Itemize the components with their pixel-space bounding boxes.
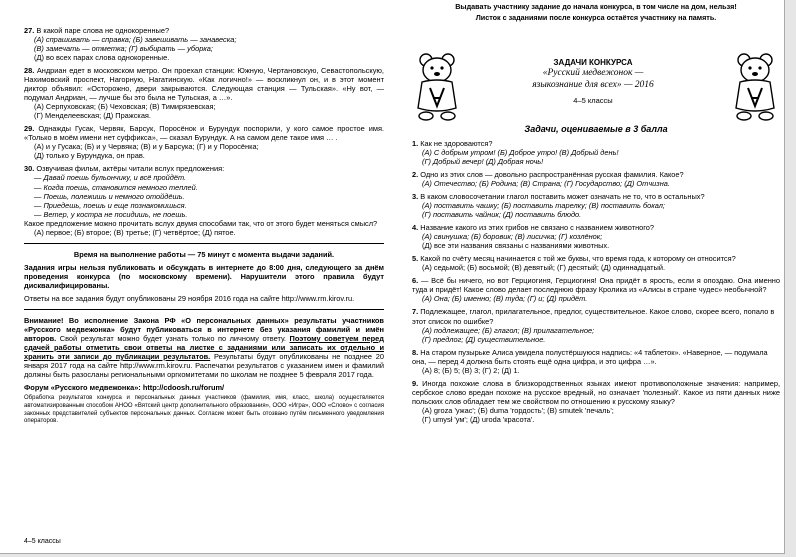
bear-logo-icon <box>412 48 462 122</box>
question-9 <box>412 379 780 424</box>
question-option: (Д) во всех парах слова однокоренные. <box>34 53 170 63</box>
attention-text: Во исполнение Закона РФ «О персональных данных» результаты участников «Русского медвежонка» будут публиковаться в интернете без указания фамилий и имён авторов. <box>24 315 384 343</box>
question-number: 5. <box>412 254 419 264</box>
question-text: В какой паре слова не однокоренные? <box>36 26 170 35</box>
right-column <box>412 0 780 424</box>
title-line: языкознание для всех» — 2016 <box>532 79 654 90</box>
question-option: (А) С добрым утром! (Б) Доброе утро! (В) Добрый день! <box>422 148 619 157</box>
question-option: (А) спрашивать — справка; (Б) завешивать — занавеска; <box>34 35 237 45</box>
time-note: Время на выполнение работы — 75 минут с момента выдачи заданий. <box>73 249 335 259</box>
results-note: Ответы на все задания будут опубликованы 29 ноября 2016 года на сайте http://www.rm.kirov.ru. <box>24 293 355 303</box>
question-2 <box>412 170 780 188</box>
question-28 <box>24 66 384 120</box>
question-option: (А) 8; (Б) 5; (В) 3; (Г) 2; (Д) 1. <box>422 365 520 375</box>
handout-note: Выдавать участнику задание до начала конкурса, в том числе на дом, нельзя! <box>455 2 737 11</box>
question-number: 3. <box>412 192 419 202</box>
quote-line: — Ветер, у костра не посидишь, не поешь. <box>34 209 188 219</box>
section-heading: Задачи, оцениваемые в 3 балла <box>524 124 668 134</box>
question-option: (В) замечать — отметка; (Г) выбирать — уборка; <box>34 44 213 54</box>
question-number: 2. <box>412 170 419 180</box>
question-option: (Д) только у Бурундука, он прав. <box>34 151 145 161</box>
question-option: (А) groza 'ужас'; (Б) duma 'гордость'; (В) smutek 'печаль'; <box>422 405 614 415</box>
question-option: (А) подлежащее; (Б) глагол; (В) прилагательное; <box>422 325 595 335</box>
question-option: (А) Серпуховская; (Б) Чеховская; (В) Тимирязевская; <box>34 102 216 112</box>
question-number: 7. <box>412 307 419 317</box>
question-text: В каком словосочетании глагол поставить может означать не то, что в остальных? <box>420 192 705 202</box>
attention-text: Поэтому советуем перед сдачей работы отметить свои ответы на листке с заданиями или записать их отдельно и хранить эти записи до публикации результатов. <box>24 333 384 361</box>
question-option: (А) и у Гусака; (Б) и у Червяка; (В) и у Барсука; (Г) и у Поросёнка; <box>34 142 259 152</box>
forum-link[interactable]: Форум «Русского медвежонка»: http://cdoosh.ru/forum/ <box>24 383 225 393</box>
question-option: (А) свинушка; (Б) боровик; (В) лисичка; (Г) козлёнок; <box>422 232 603 242</box>
quote-line: — Когда поешь, становится немного теплей. <box>34 182 198 192</box>
question-number: 29. <box>24 124 35 134</box>
question-number: 28. <box>24 66 35 76</box>
divider <box>24 243 384 244</box>
question-text: Какой по счёту месяц начинается с той же буквы, что время года, к которому он относится? <box>420 254 736 264</box>
question-text: На старом пузырьке Алиса увидела полустёршуюся надпись: «4 таблеток». «Наверное, — подумала она, — перед 4 должна быть стоять ещё одна цифра, и это цифра …». <box>412 347 768 366</box>
question-1 <box>412 139 780 166</box>
left-column <box>24 0 384 426</box>
keep-note: Листок с заданиями после конкурса остаётся участнику на память. <box>475 13 717 22</box>
attention-text: Результаты будут опубликованы не позднее 20 января 2017 года на сайте http://www.rm.kirov.ru. Распечатки результатов с указанием имен и фамилий должны быть разосланы региональными оргкомитетами по школам не позднее 5 февраля 2017 года. <box>24 351 384 380</box>
question-option: (Г) umysł 'ум'; (Д) uroda 'красота'. <box>422 414 535 424</box>
question-option: (А) первое; (Б) второе; (В) третье; (Г) четвёртое; (Д) пятое. <box>34 227 236 237</box>
title-line: «Русский медвежонок — <box>542 67 644 78</box>
title-text <box>468 58 718 105</box>
question-5 <box>412 254 780 272</box>
question-number: 6. <box>412 276 419 286</box>
question-30 <box>24 164 384 236</box>
question-number: 4. <box>412 223 419 233</box>
question-option: (А) Она; (Б) именно; (В) туда; (Г) и; (Д) придёт. <box>422 294 588 304</box>
title-line: ЗАДАЧИ КОНКУРСА <box>553 58 633 67</box>
question-option: (Д) все эти названия связаны с названиями животных. <box>422 241 610 251</box>
question-6 <box>412 276 780 303</box>
attention-text: Свой результат можно будет узнать только по личному ответу. <box>59 333 286 343</box>
page-footer: 4–5 классы <box>24 538 61 545</box>
question-option: (Г) Менделеевская; (Д) Пражская. <box>34 111 151 121</box>
question-29 <box>24 124 384 160</box>
question-7 <box>412 307 780 343</box>
question-text: Андриан едет в московском метро. Он проехал станции: Южную, Чертановскую, Севастопольскую, Нахимовский проспект, Нагорную, Нагатинскую. «Как логично!» — воскликнул он, и в этот момент диктор объявил: «Осторожно, двери закрываются. Следующая станция — Тульская». «Ну вот, — подумал Андриан, — лучше бы это была не Тульская, а …». <box>24 66 384 103</box>
question-number: 8. <box>412 347 419 357</box>
question-text: Озвучивая фильм, актёры читали вслух предложения: <box>36 164 225 174</box>
question-option: (А) поставить чашку; (Б) поставить тарелку; (В) поставить бокал; <box>422 201 665 211</box>
bear-logo-icon <box>730 48 780 122</box>
question-option: (Г) Добрый вечер! (Д) Добрая ночь! <box>422 157 544 167</box>
question-text: Как не здороваются? <box>420 138 493 148</box>
question-27 <box>24 26 384 62</box>
question-number: 27. <box>24 26 35 35</box>
question-number: 9. <box>412 378 419 388</box>
attention-label: Внимание! <box>24 315 64 325</box>
small-print: Обработка результатов конкурса и персональных данных участников (фамилия, имя, класс, школа) осуществляется автоматизированным способом АНОО «Вятский центр дополнительного образования», ООО «Игра», ООО «Слово» с согласия законных представителей субъектов персональных данных. Согласие может быть отозвано путём письменного уведомления операторов. <box>24 395 384 425</box>
question-text: Одно из этих слов — довольно распространённая русская фамилия. Какое? <box>420 170 684 180</box>
question-text: Название какого из этих грибов не связано с названием животного? <box>420 223 655 233</box>
quote-line: — Давай поешь бульончику, и всё пройдёт. <box>34 173 187 183</box>
question-3 <box>412 192 780 219</box>
question-text: Какое предложение можно прочитать вслух двумя способами так, что от этого будет меняться смысл? <box>24 218 378 228</box>
question-option: (Г) поставить чайник; (Д) поставить блюдо. <box>422 210 582 220</box>
attention-block <box>24 316 384 379</box>
title-block <box>412 22 780 122</box>
question-option: (Г) предлог; (Д) существительное. <box>422 334 546 344</box>
question-8 <box>412 348 780 375</box>
question-text: Однажды Гусак, Червяк, Барсук, Поросёнок и Бурундук поспорили, у кого самое простое имя. «Только в моём имени нет суффикса», — сказал Бурундук. А на самом деле такое имя … . <box>24 124 384 143</box>
question-4 <box>412 223 780 250</box>
question-number: 30. <box>24 164 35 174</box>
question-number: 1. <box>412 138 419 148</box>
publication-warning: Задания игры нельзя публиковать и обсуждать в интернете до 8:00 дня, следующего за днём проведения конкурса (по московскому времени). Нарушители этого правила будут дисквалифицированы. <box>24 262 384 290</box>
grade-label: 4–5 классы <box>573 95 613 105</box>
question-option: (А) Отечество; (Б) Родина; (В) Страна; (Г) Государство; (Д) Отчизна. <box>422 179 670 189</box>
quote-line: — Поешь, полежишь и немного отойдёшь. <box>34 191 185 201</box>
divider <box>24 309 384 310</box>
question-text: — Всё бы ничего, но вот Герциогиня, Герциогиня! Она придёт в ярость, если я опоздаю. Она именно туда и придёт! Какое слово делает последнюю фразу Кролика из «Алисы в стране чудес» необычной? <box>412 276 780 295</box>
question-option: (А) седьмой; (Б) восьмой; (В) девятый; (Г) десятый; (Д) одиннадцатый. <box>422 263 666 273</box>
quote-line: — Приедешь, поешь и еще познакомишься. <box>34 200 187 210</box>
question-text: Подлежащее, глагол, прилагательное, предлог, существительное. Какое слово, скорее всего, попало в этот список по ошибке? <box>412 307 775 326</box>
question-text: Иногда похожие слова в близкородственных языках имеют противоположные значения: например, сербское слово вредан похоже на русское вредный, но означает 'полезный'. Какое из пяти данных ниже польских слов обладает тем же свойством по отношению к русскому языку? <box>412 378 781 406</box>
